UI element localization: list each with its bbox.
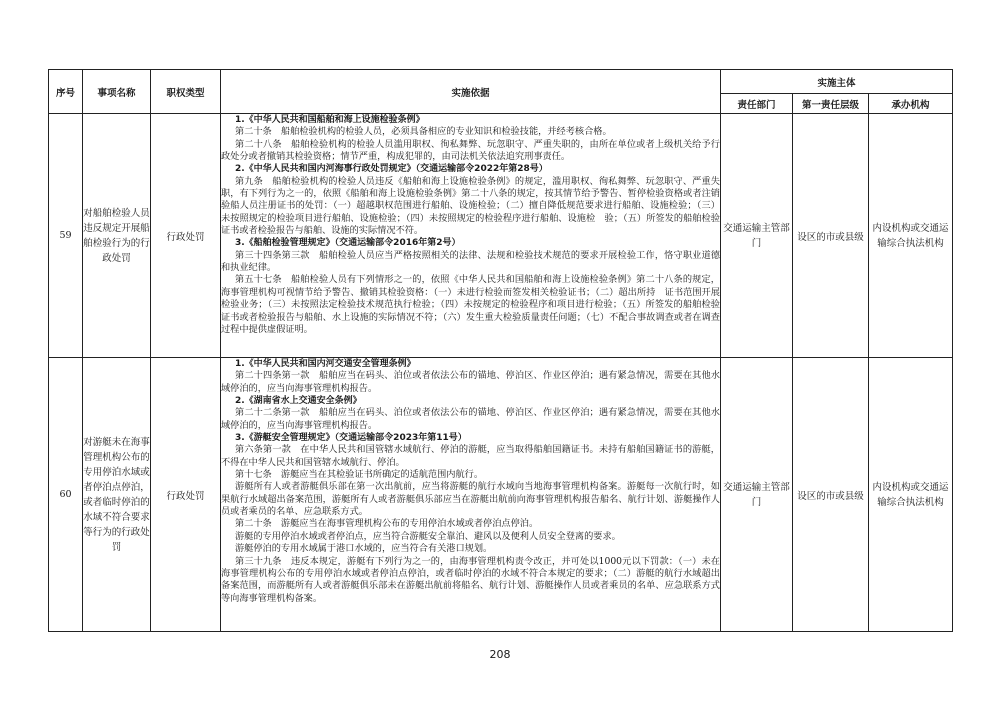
row-responsible-level: 设区的市或县级 bbox=[793, 358, 869, 632]
law-article: 第二十四条第一款 船舶应当在码头、泊位或者依法公布的锚地、停泊区、作业区停泊；遇有紧急情况，需要在其他水域停泊的，应当向海事管理机构报告。 bbox=[221, 370, 720, 394]
row-handling-agency: 内设机构或交通运输综合执法机构 bbox=[869, 358, 953, 632]
law-title: 3.《船舶检验管理规定》（交通运输部令2016年第2号） bbox=[235, 238, 461, 249]
law-title: 3.《游艇安全管理规定》（交通运输部令2023年第11号） bbox=[235, 433, 467, 444]
law-article: 第二十八条 船舶检验机构的检验人员滥用职权、徇私舞弊、玩忽职守、严重失职的，由所在单位或者上级机关给予行政处分或者撤销其检验资格；情节严重，构成犯罪的，由司法机关依法追究刑事责任。 bbox=[221, 138, 720, 163]
header-dept: 责任部门 bbox=[721, 94, 793, 114]
law-article: 第九条 船舶检验机构的检验人员违反《船舶和海上设施检验条例》的规定，滥用职权、徇私舞弊、玩忽职守、严重失职，有下列行为之一的，依照《船舶和海上设施检验条例》第二十八条的规定，按其情节给予警告、暂停检验资格或者注销验船人员注册证书的处罚：（一）超越职权范围进行船舶、设施检验；（二）擅自降低规范要求进行船舶、设施检验；（三）未按照规定的检验项目进行船舶、设施检验；（四）未按照规定的检验程序进行船舶、设施检 验；（五）所签发的船舶检验证书或者检验报告与船舶、设施的实际情况不符。 bbox=[221, 175, 720, 237]
law-article: 第三十四条第三款 船舶检验人员应当严格按照相关的法律、法规和检验技术规范的要求开展检验工作，恪守职业道德和执业纪律。 bbox=[221, 249, 720, 274]
law-title: 1.《中华人民共和国船舶和海上设施检验条例》 bbox=[235, 115, 425, 125]
law-article: 第二十条 船舶检验机构的检验人员，必须具备相应的专业知识和检验技能，并经考核合格。 bbox=[235, 126, 612, 138]
row-authority-type: 行政处罚 bbox=[151, 358, 221, 632]
row-authority-type: 行政处罚 bbox=[151, 114, 221, 358]
law-article: 游艇所有人或者游艇俱乐部在第一次出航前，应当将游艇的航行水域向当地海事管理机构备案。游艇每一次航行时，如果航行水域超出备案范围，游艇所有人或者游艇俱乐部应当在游艇出航前向海事管理机构报告船名、航行计划、游艇操作人员或者乘员的名单、应急联系方式。 bbox=[221, 481, 720, 518]
header-subject: 实施主体 bbox=[721, 70, 953, 94]
header-basis: 实施依据 bbox=[221, 70, 721, 114]
law-article: 游艇停泊的专用水域属于港口水域的，应当符合有关港口规划。 bbox=[235, 543, 493, 555]
table-row bbox=[49, 114, 953, 358]
law-title: 2.《中华人民共和国内河海事行政处罚规定》（交通运输部令2022年第28号） bbox=[235, 164, 548, 175]
law-article: 第三十九条 违反本规定，游艇有下列行为之一的，由海事管理机构责令改正，并可处以1000元以下罚款：（一）未在海事管理机构公布的专用停泊水域或者停泊点停泊，或者临时停泊的水域不符合本规定的要求；（二）游艇的航行水域超出备案范围，而游艇所有人或者游艇俱乐部未在游艇出航前将船名、航行计划、游艇操作人员或者乘员的名单、应急联系方式等向海事管理机构备案。 bbox=[221, 555, 720, 604]
header-agency: 承办机构 bbox=[869, 94, 953, 114]
law-article: 第十七条 游艇应当在其检验证书所确定的适航范围内航行。 bbox=[235, 469, 484, 481]
law-article: 第二十二条第一款 船舶应当在码头、泊位或者依法公布的锚地、停泊区、作业区停泊；遇有紧急情况，需要在其他水域停泊的，应当向海事管理机构报告。 bbox=[221, 407, 720, 431]
law-title: 2.《湖南省水上交通安全条例》 bbox=[235, 396, 362, 407]
header-level: 第一责任层级 bbox=[793, 94, 869, 114]
row-basis bbox=[221, 358, 721, 632]
law-article: 第五十七条 船舶检验人员有下列情形之一的，依照《中华人民共和国船舶和海上设施检验条例》第二十八条的规定，海事管理机构可视情节给予警告、撤销其检验资格：（一）未进行检验而签发相关检验证书；（二）超出所持 证书范围开展检验业务；（三）未按照法定检验技术规范执行检验；（四）未按规定的检验程序和项目进行检验；（五）所签发的船舶检验证书或者检验报告与船舶、水上设施的实际情况不符；（六）发生重大检验质量责任问题；（七）不配合事故调查或者在调查过程中提供虚假证明。 bbox=[221, 274, 720, 335]
authority-table bbox=[48, 69, 953, 632]
page-number: 208 bbox=[489, 648, 511, 661]
law-title: 1.《中华人民共和国内河交通安全管理条例》 bbox=[235, 359, 416, 369]
header-name: 事项名称 bbox=[83, 70, 151, 114]
header-type: 职权类型 bbox=[151, 70, 221, 114]
row-responsible-dept: 交通运输主管部门 bbox=[721, 114, 793, 358]
header-seq: 序号 bbox=[49, 70, 83, 114]
row-basis bbox=[221, 114, 721, 358]
law-article: 第六条第一款 在中华人民共和国管辖水域航行、停泊的游艇，应当取得船舶国籍证书。未持有船舶国籍证书的游艇，不得在中华人民共和国管辖水域航行、停泊。 bbox=[221, 444, 720, 468]
row-handling-agency: 内设机构或交通运输综合执法机构 bbox=[869, 114, 953, 358]
row-item-name: 对游艇未在海事管理机构公布的专用停泊水域或者停泊点停泊，或者临时停泊的水域不符合要求等行为的行政处罚 bbox=[83, 358, 151, 632]
law-article: 第二十条 游艇应当在海事管理机构公布的专用停泊水域或者停泊点停泊。 bbox=[235, 518, 539, 530]
law-article: 游艇的专用停泊水域或者停泊点，应当符合游艇安全靠泊、避风以及便利人员安全登离的要求。 bbox=[235, 530, 621, 542]
row-seq: 60 bbox=[49, 358, 83, 632]
row-responsible-dept: 交通运输主管部门 bbox=[721, 358, 793, 632]
row-responsible-level: 设区的市或县级 bbox=[793, 114, 869, 358]
row-item-name: 对船舶检验人员违反规定开展船舶检验行为的行政处罚 bbox=[83, 114, 151, 358]
table-row bbox=[49, 358, 953, 632]
row-seq: 59 bbox=[49, 114, 83, 358]
header-row-1 bbox=[49, 70, 953, 94]
